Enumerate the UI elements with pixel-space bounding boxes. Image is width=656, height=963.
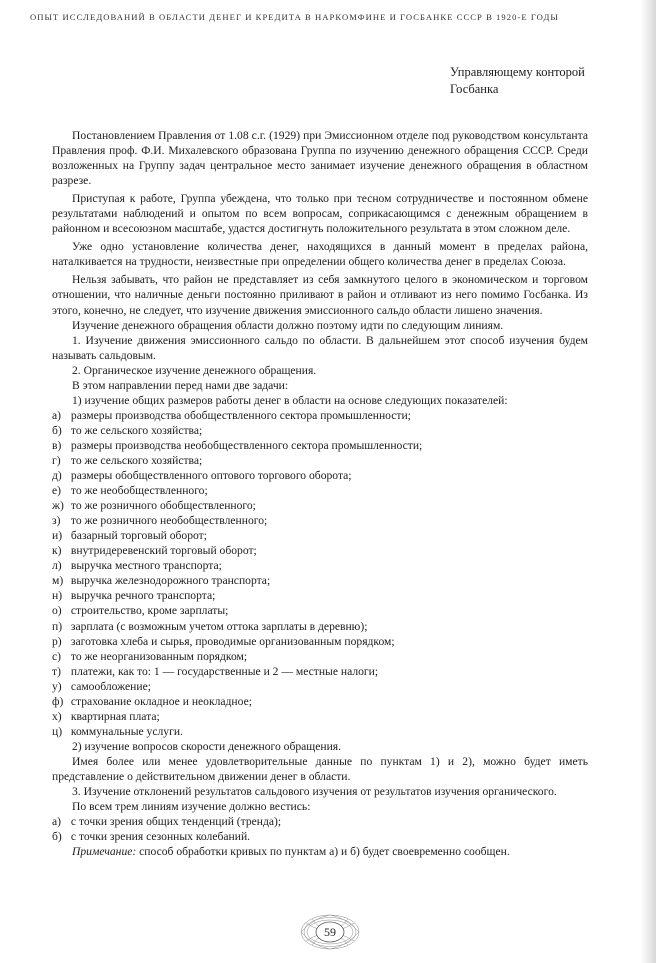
list-text: страхование окладное и неокладное; (70, 694, 252, 708)
list-marker: з) (52, 514, 61, 528)
list-text: строительство, кроме зарплаты; (70, 604, 229, 618)
indicator-list-item (52, 649, 588, 664)
list-text: с точки зрения сезонных колебаний. (70, 830, 251, 844)
page-number-ornament (298, 913, 362, 951)
indicator-list-item (52, 483, 588, 498)
list-text: то же сельского хозяйства; (70, 423, 203, 437)
list-marker: н) (52, 589, 63, 603)
running-header: ОПЫТ ИССЛЕДОВАНИЙ В ОБЛАСТИ ДЕНЕГ И КРЕДИТА В НАРКОМФИНЕ И ГОСБАНКЕ СССР В 1920-Е ГОДЫ (30, 12, 559, 22)
list-marker: ж) (52, 499, 64, 513)
list-text: выручка местного транспорта; (70, 559, 222, 573)
note-prefix: Примечание: (72, 845, 137, 859)
list-text: то же розничного обобществленного; (70, 499, 256, 513)
note-text: способ обработки кривых по пунктам а) и б) будет своевременно сообщен. (136, 845, 510, 859)
indicator-list-item (52, 679, 588, 694)
indicator-list-item (52, 558, 588, 573)
list-text: то же неорганизованным порядком; (70, 649, 248, 663)
indicator-list-item (52, 408, 588, 423)
paragraph-cooperation: Приступая к работе, Группа убеждена, что только при тесном сотрудничестве и постоянном обмене результатами наблюдений и опытом по всем вопросам, соприкасающимся с денежным обращением в районном и всесоюзном масштабе, удастся достигнуть положительного результата в этом сложном деле. (52, 192, 588, 236)
list-text: с точки зрения общих тенденций (тренда); (70, 815, 282, 829)
list-text: выручка речного транспорта; (70, 589, 216, 603)
list-text: то же сельского хозяйства; (70, 453, 203, 467)
list-marker: в) (52, 438, 62, 452)
list-text: заготовка хлеба и сырья, проводимые организованным порядком; (70, 634, 395, 648)
list-text: размеры обобществленного оптового торгового оборота; (70, 469, 352, 483)
indicator-list-item (52, 634, 588, 649)
paragraph-two-tasks: В этом направлении перед нами две задачи: (72, 378, 289, 392)
addressee-block (450, 64, 585, 98)
paragraph-money-quantity: Уже одно установление количества денег, находящихся в данный момент в пределах района, наталкивается на трудности, неизвестные при определении общего количества денег в пределах Союза. (52, 240, 588, 269)
indicator-list-item (52, 513, 588, 528)
indicator-list-item (52, 588, 588, 603)
list-marker: л) (52, 559, 62, 573)
list-marker: е) (52, 484, 62, 498)
list-marker: а) (52, 408, 62, 422)
list-marker: у) (52, 679, 62, 693)
indicator-list-item (52, 619, 588, 634)
indicator-list (52, 408, 588, 739)
list-marker: р) (52, 634, 62, 648)
indicator-list-item (52, 423, 588, 438)
addressee-line-1: Управляющему конторой (450, 65, 585, 79)
list-marker: х) (52, 709, 62, 723)
list-text: выручка железнодорожного транспорта; (70, 574, 271, 588)
list-marker: б) (52, 830, 62, 844)
paragraph-task-2: 2) изучение вопросов скорости денежного обращения. (72, 739, 342, 753)
list-marker: д) (52, 469, 62, 483)
list-marker: ф) (52, 694, 64, 708)
list-marker: м) (52, 574, 64, 588)
paragraph-three-lines: По всем трем линиям изучение должно вестись: (72, 800, 311, 814)
list-marker: и) (52, 529, 63, 543)
indicator-list-item (52, 664, 588, 679)
list-item-trend (52, 814, 588, 829)
page-edge-shadow (640, 0, 656, 963)
indicator-list-item (52, 528, 588, 543)
list-text: размеры производства необобществленного сектора промышленности; (70, 438, 423, 452)
paragraph-point-2: 2. Органическое изучение денежного обращения. (72, 363, 317, 377)
paragraph-intro: Постановлением Правления от 1.08 с.г. (1929) при Эмиссионном отделе под руководством консультанта Правления проф. Ф.И. Михалевского образована Группа по изучению денежного обращения СССР. Среди возложенных на Группу задач центральное место занимает изучение денежного обращения в областном разрезе. (52, 129, 588, 188)
list-text: самообложение; (70, 679, 151, 693)
list-marker: о) (52, 604, 62, 618)
list-text: то же розничного необобществленного; (70, 514, 268, 528)
paragraph-task-1: 1) изучение общих размеров работы денег в области на основе следующих показателей: (72, 393, 508, 407)
paragraph-data-summary: Имея более или менее удовлетворительные данные по пунктам 1) и 2), можно будет иметь представление о действительном движении денег в области. (52, 754, 588, 783)
list-text: коммунальные услуги. (70, 724, 183, 738)
document-body (52, 128, 588, 859)
indicator-list-item (52, 543, 588, 558)
paragraph-point-3: 3. Изучение отклонений результатов сальдового изучения от результатов изучения органического. (72, 785, 557, 799)
list-marker: ц) (52, 724, 63, 738)
indicator-list-item (52, 468, 588, 483)
paragraph-lines-intro: Изучение денежного обращения области должно поэтому идти по следующим линиям. (72, 318, 504, 332)
paragraph-point-1: 1. Изучение движения эмиссионного сальдо по области. В дальнейшем этот способ изучения будем называть сальдовым. (52, 333, 588, 362)
list-marker: к) (52, 544, 62, 558)
paragraph-note (52, 844, 588, 859)
page-number: 59 (324, 924, 336, 939)
list-text: базарный торговый оборот; (70, 529, 207, 543)
list-marker: п) (52, 619, 63, 633)
list-marker: б) (52, 423, 62, 437)
list-marker: с) (52, 649, 62, 663)
indicator-list-item (52, 498, 588, 513)
indicator-list-item (52, 724, 588, 739)
list-text: внутридеревенский торговый оборот; (70, 544, 257, 558)
list-item-seasonal (52, 829, 588, 844)
list-text: размеры производства обобществленного сектора промышленности; (70, 408, 411, 422)
list-marker: т) (52, 664, 61, 678)
indicator-list-item (52, 438, 588, 453)
list-text: платежи, как то: 1 — государственные и 2 — местные налоги; (70, 664, 379, 678)
indicator-list-item (52, 603, 588, 618)
list-marker: г) (52, 453, 61, 467)
indicator-list-item (52, 709, 588, 724)
indicator-list-item (52, 694, 588, 709)
list-marker: а) (52, 815, 62, 829)
list-text: квартирная плата; (70, 709, 160, 723)
addressee-line-2: Госбанка (450, 82, 499, 96)
indicator-list-item (52, 573, 588, 588)
list-text: зарплата (с возможным учетом оттока зарплаты в деревню); (70, 619, 368, 633)
indicator-list-item (52, 453, 588, 468)
list-text: то же необобществленного; (70, 484, 208, 498)
paragraph-region: Нельзя забывать, что район не представляет из себя замкнутого целого в экономическом и торговом отношении, что наличные деньги постоянно приливают в район и отливают из него помимо Госбанка. Из этого, конечно, не следует, что изучение движения эмиссионного сальдо области лишено значения. (52, 273, 588, 317)
